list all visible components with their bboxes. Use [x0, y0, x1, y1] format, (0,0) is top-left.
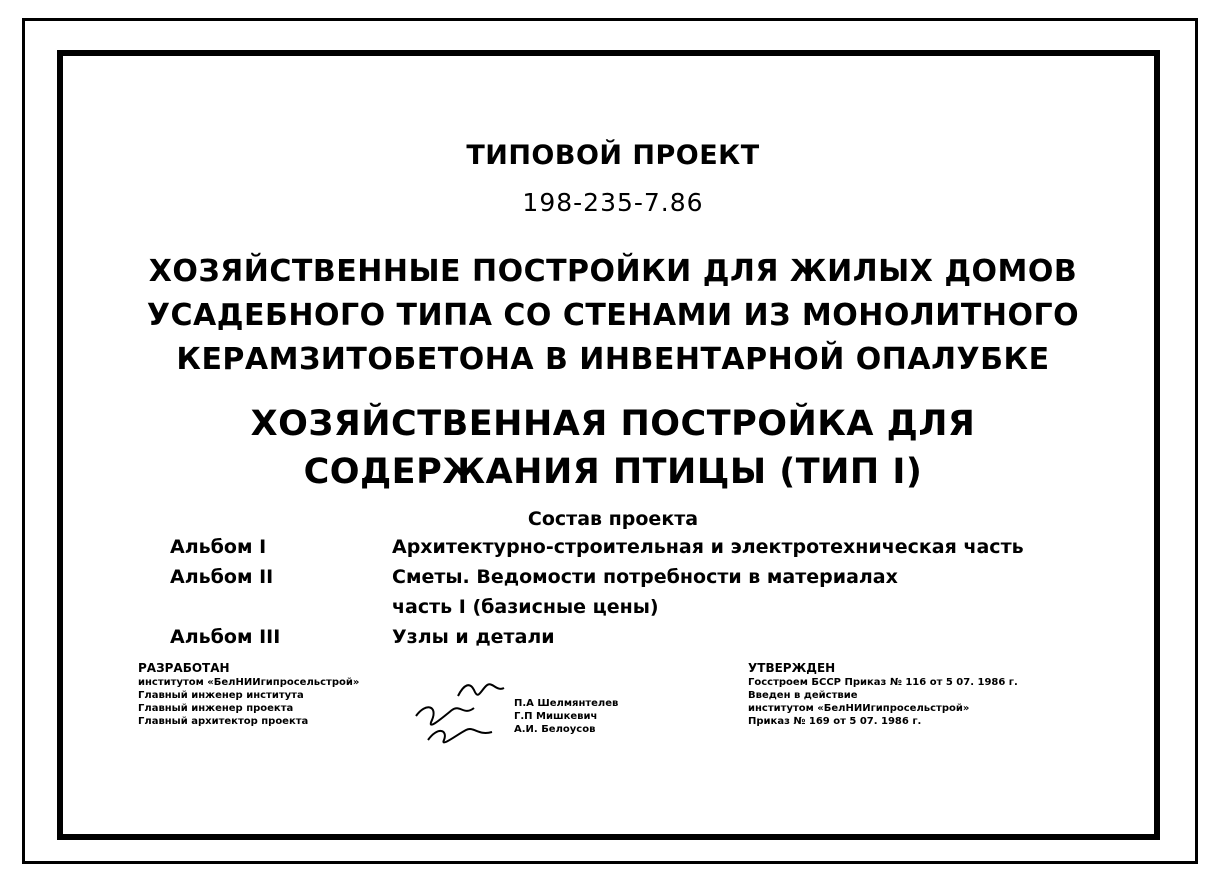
album-description: Сметы. Ведомости потребности в материалах: [392, 566, 898, 588]
signature-stroke: [458, 684, 504, 696]
series-title-line: ХОЗЯЙСТВЕННЫЕ ПОСТРОЙКИ ДЛЯ ЖИЛЫХ ДОМОВ: [148, 254, 1078, 289]
series-title-line: УСАДЕБНОГО ТИПА СО СТЕНАМИ ИЗ МОНОЛИТНОГО: [146, 298, 1080, 333]
approved-line: Введен в действие: [748, 690, 858, 701]
project-type-heading: ТИПОВОЙ ПРОЕКТ: [466, 140, 760, 171]
developed-line: институтом «БелНИИгипросельстрой»: [138, 677, 360, 688]
album-description: Узлы и детали: [392, 626, 555, 648]
signature-stroke: [428, 729, 492, 742]
composition-title: Состав проекта: [527, 508, 699, 530]
album-label: Альбом III: [170, 626, 281, 648]
approved-line: Приказ № 169 от 5 07. 1986 г.: [748, 716, 922, 727]
album-label: Альбом II: [170, 566, 274, 588]
album-description: Архитектурно-строительная и электротехническая часть: [392, 536, 1024, 558]
project-number: 198-235-7.86: [522, 188, 704, 217]
album-label: Альбом I: [170, 536, 267, 558]
developed-heading: РАЗРАБОТАН: [138, 661, 230, 675]
album-description: часть I (базисные цены): [392, 596, 659, 618]
signatory-name: П.А Шелмянтелев: [514, 698, 619, 709]
developed-line: Главный архитектор проекта: [138, 716, 309, 727]
signatory-name: Г.П Мишкевич: [514, 711, 598, 722]
approved-block: [748, 660, 1018, 728]
developed-by-block: [138, 660, 359, 728]
signatory-names: [514, 697, 618, 736]
signature-stroke: [416, 707, 474, 724]
approved-line: институтом «БелНИИгипросельстрой»: [748, 703, 970, 714]
signatory-name: А.И. Белоусов: [514, 724, 596, 735]
building-title: [0, 400, 1226, 496]
series-title-line: КЕРАМЗИТОБЕТОНА В ИНВЕНТАРНОЙ ОПАЛУБКЕ: [176, 342, 1050, 377]
approved-heading: УТВЕРЖДЕН: [748, 661, 836, 675]
approved-line: Госстроем БССР Приказ № 116 от 5 07. 1986 г.: [748, 677, 1018, 688]
developed-line: Главный инженер института: [138, 690, 304, 701]
series-title: [0, 250, 1226, 382]
developed-line: Главный инженер проекта: [138, 703, 294, 714]
building-title-line: СОДЕРЖАНИЯ ПТИЦЫ (ТИП I): [303, 452, 923, 492]
signatures: [408, 674, 518, 752]
building-title-line: ХОЗЯЙСТВЕННАЯ ПОСТРОЙКА ДЛЯ: [250, 404, 976, 444]
